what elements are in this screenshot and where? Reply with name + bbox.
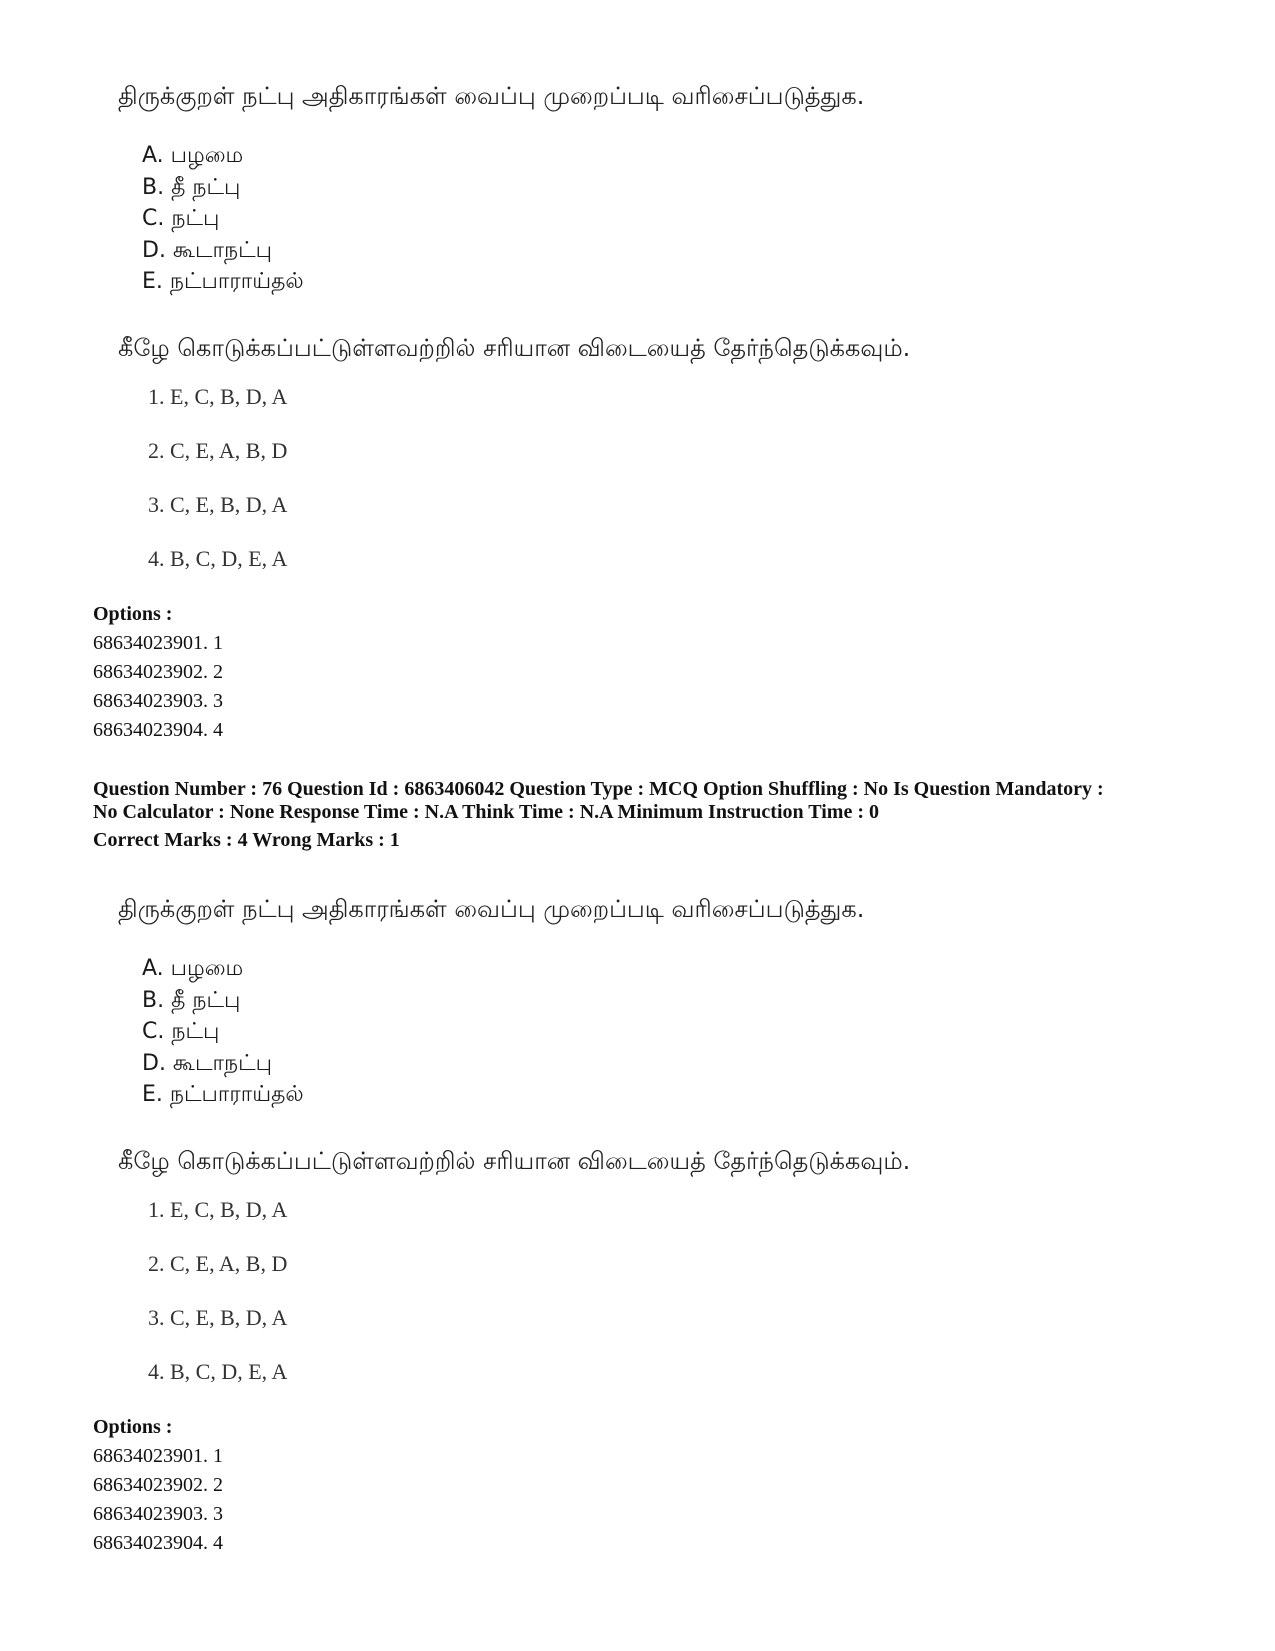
option-id: 68634023902. 2 [93, 1474, 223, 1496]
options-section [93, 1413, 223, 1558]
item-list [142, 953, 304, 1111]
option-id: 68634023901. 1 [93, 1445, 223, 1467]
list-item: A. பழமை [142, 143, 244, 168]
option-id: 68634023902. 2 [93, 661, 223, 683]
option-id: 68634023904. 4 [93, 719, 223, 741]
answer-choice: 1. E, C, B, D, A [148, 1197, 288, 1222]
list-item: E. நட்பாராய்தல் [142, 269, 304, 294]
option-id: 68634023903. 3 [93, 1503, 223, 1525]
list-item: C. நட்பு [142, 206, 220, 231]
answer-choice: 2. C, E, A, B, D [148, 1251, 288, 1276]
option-id: 68634023904. 4 [93, 1532, 223, 1554]
answer-choice: 4. B, C, D, E, A [148, 546, 288, 571]
answer-choice: 3. C, E, B, D, A [148, 492, 288, 517]
list-item: B. தீ நட்பு [142, 987, 241, 1013]
list-item: E. நட்பாராய்தல் [142, 1082, 304, 1107]
options-heading: Options : [93, 603, 173, 625]
options-heading: Options : [93, 1416, 173, 1438]
list-item: B. தீ நட்பு [142, 174, 241, 200]
list-item: D. கூடாநட்பு [142, 237, 272, 263]
instruction-text: கீழே கொடுக்கப்பட்டுள்ளவற்றில் சரியான விடையைத் தேர்ந்தெடுக்கவும். [118, 1147, 911, 1175]
question-meta [93, 778, 1223, 852]
answer-choices [148, 382, 287, 598]
list-item: A. பழமை [142, 956, 244, 981]
question-text: திருக்குறள் நட்பு அதிகாரங்கள் வைப்பு முறைப்படி வரிசைப்படுத்துக. [118, 82, 865, 110]
meta-line-2: No Calculator : None Response Time : N.A Think Time : N.A Minimum Instruction Time : 0 [93, 801, 879, 823]
answer-choice: 1. E, C, B, D, A [148, 384, 288, 409]
answer-choice: 3. C, E, B, D, A [148, 1305, 288, 1330]
instruction-text: கீழே கொடுக்கப்பட்டுள்ளவற்றில் சரியான விடையைத் தேர்ந்தெடுக்கவும். [118, 334, 911, 362]
item-list [142, 140, 304, 298]
answer-choice: 2. C, E, A, B, D [148, 438, 288, 463]
option-id: 68634023903. 3 [93, 690, 223, 712]
marks-line: Correct Marks : 4 Wrong Marks : 1 [93, 829, 400, 851]
question-text: திருக்குறள் நட்பு அதிகாரங்கள் வைப்பு முறைப்படி வரிசைப்படுத்துக. [118, 895, 865, 923]
meta-line-1: Question Number : 76 Question Id : 6863406042 Question Type : MCQ Option Shuffling : No Is Question Mandatory : [93, 778, 1104, 800]
list-item: C. நட்பு [142, 1019, 220, 1044]
answer-choice: 4. B, C, D, E, A [148, 1359, 288, 1384]
options-section [93, 600, 223, 745]
option-id: 68634023901. 1 [93, 632, 223, 654]
list-item: D. கூடாநட்பு [142, 1050, 272, 1076]
answer-choices [148, 1195, 287, 1411]
